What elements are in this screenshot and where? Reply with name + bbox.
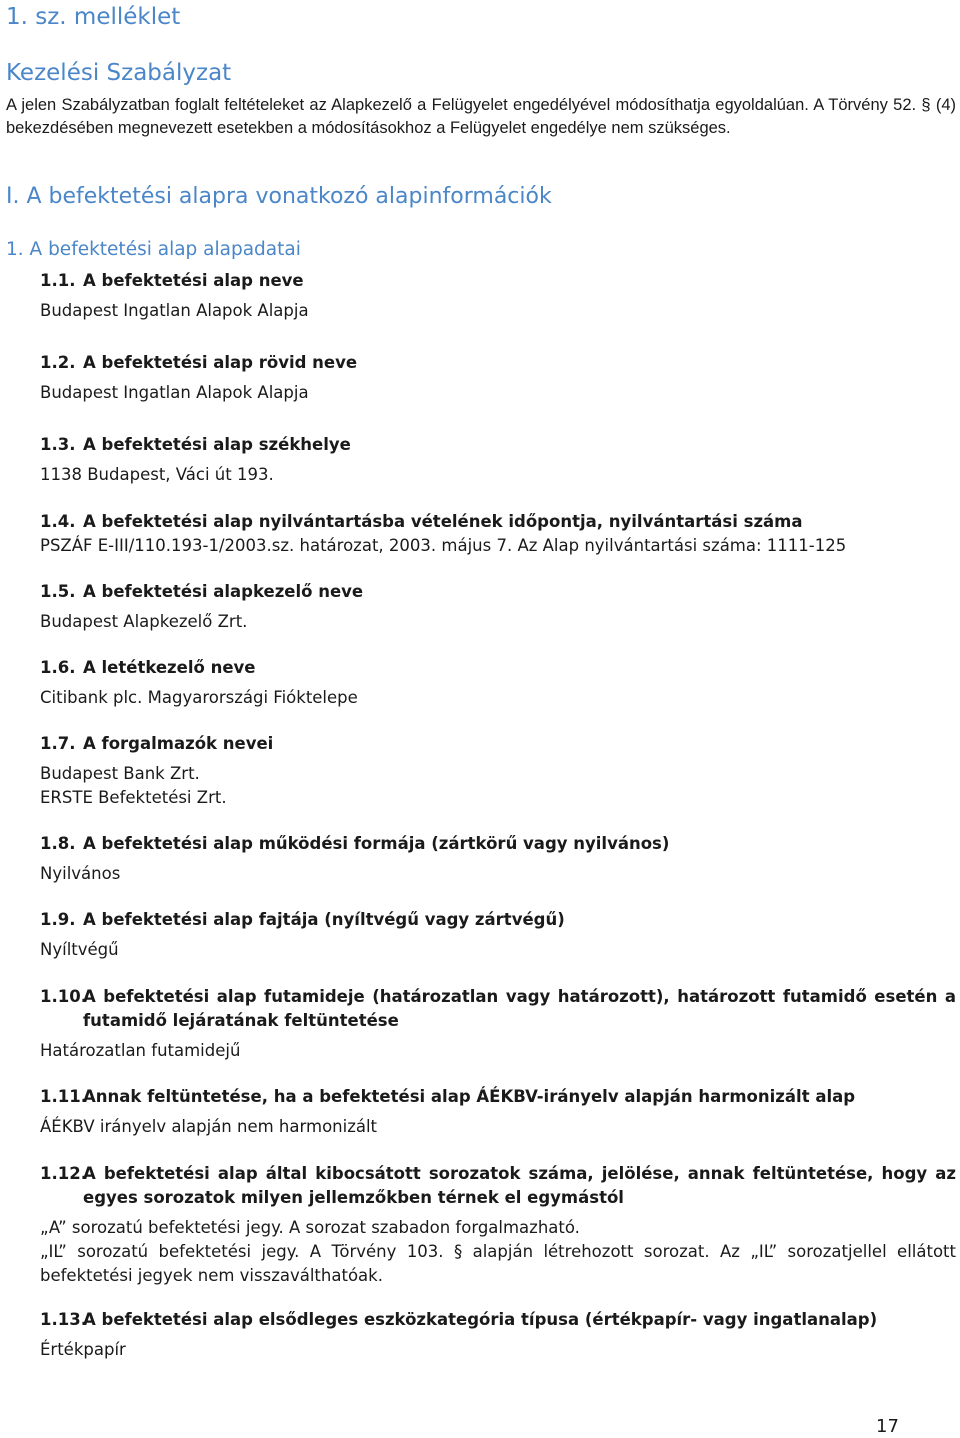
subsection-1-11 [40,1085,956,1139]
subsection-1-3 [40,433,956,487]
subsection-value: 1138 Budapest, Váci út 193. [40,465,274,484]
subsection-heading: A befektetési alap által kibocsátott sorozatok száma, jelölése, annak feltüntetése, hogy az egyes sorozatok milyen jellemzőkben térnek el egymástól [83,1164,956,1207]
subsection-heading: Annak feltüntetése, ha a befektetési alap ÁÉKBV-irányelv alapján harmonizált alap [83,1087,856,1106]
subsection-1-9 [40,908,956,962]
subsection-number: 1.1. [40,271,76,290]
subsection-1-8 [40,832,956,886]
subsection-value: Értékpapír [40,1340,126,1359]
subsection-value: ERSTE Befektetési Zrt. [40,788,227,807]
subsection-1-6 [40,656,956,710]
subsection-value: Budapest Bank Zrt. [40,764,200,783]
subsection-value: Citibank plc. Magyarországi Fióktelepe [40,688,358,707]
subsection-number: 1.2. [40,353,76,372]
subsection-number: 1.12. [40,1164,87,1183]
subsection-1-13 [40,1308,956,1362]
subsection-heading: A befektetési alap elsődleges eszközkategória típusa (értékpapír- vagy ingatlanalap) [83,1310,878,1329]
subsection-number: 1.4. [40,512,76,531]
subsection-1-4 [40,510,956,558]
subsection-heading: A befektetési alap nyilvántartásba vételének időpontja, nyilvántartási száma [83,512,803,531]
subsection-value: Budapest Ingatlan Alapok Alapja [40,383,309,402]
subsection-heading: A befektetési alap működési formája (zártkörű vagy nyilvános) [83,834,670,853]
subsection-heading: A befektetési alap rövid neve [83,353,358,372]
subsection-value: PSZÁF E-III/110.193-1/2003.sz. határozat, 2003. május 7. Az Alap nyilvántartási száma: 1111-125 [40,536,847,555]
subsection-number: 1.6. [40,658,76,677]
subsection-number: 1.3. [40,435,76,454]
subsection-heading: A forgalmazók nevei [83,734,274,753]
subsection-value: Határozatlan futamidejű [40,1041,241,1060]
subsection-number: 1.13. [40,1310,87,1329]
subsection-value: Budapest Ingatlan Alapok Alapja [40,301,309,320]
subsection-heading: A letétkezelő neve [83,658,256,677]
section-heading: 1. A befektetési alap alapadatai [6,239,301,260]
subsection-heading: A befektetési alap fajtája (nyíltvégű vagy zártvégű) [83,910,565,929]
subsection-number: 1.11. [40,1087,87,1106]
subsection-number: 1.5. [40,582,76,601]
subsection-value: Nyilvános [40,864,121,883]
intro-paragraph: A jelen Szabályzatban foglalt feltételeket az Alapkezelő a Felügyelet engedélyével módosíthatja egyoldalúan. A Törvény 52. § (4) bekezdésében megnevezett esetekben a módosításokhoz a Felügyelet engedélye nem szükséges. [6,96,956,137]
subsection-number: 1.8. [40,834,76,853]
page-number: 17 [876,1416,899,1437]
subsection-value: Budapest Alapkezelő Zrt. [40,612,248,631]
subsection-1-2 [40,351,956,405]
subsection-1-5 [40,580,956,634]
subsection-heading: A befektetési alap futamideje (határozatlan vagy határozott), határozott futamidő esetén a futamidő lejáratának feltüntetése [83,987,956,1030]
subsection-1-1 [40,269,956,323]
subsection-value: „IL” sorozatú befektetési jegy. A Törvény 103. § alapján létrehozott sorozat. Az „IL” sorozatjellel ellátott befektetési jegyek nem visszaválthatóak. [40,1242,956,1285]
subsection-value: Nyíltvégű [40,940,119,959]
subsection-number: 1.7. [40,734,76,753]
subsection-1-7 [40,732,956,810]
subsection-1-12 [40,1162,956,1288]
subsection-value: „A” sorozatú befektetési jegy. A sorozat szabadon forgalmazható. [40,1218,580,1237]
annex-label: 1. sz. melléklet [6,4,181,30]
chapter-heading: I. A befektetési alapra vonatkozó alapinformációk [6,184,552,209]
subsection-heading: A befektetési alapkezelő neve [83,582,364,601]
subsection-value: ÁÉKBV irányelv alapján nem harmonizált [40,1117,378,1136]
subsection-heading: A befektetési alap neve [83,271,304,290]
subsection-number: 1.10. [40,987,87,1006]
document-title: Kezelési Szabályzat [6,60,232,86]
subsection-number: 1.9. [40,910,76,929]
subsection-1-10 [40,985,956,1063]
subsection-heading: A befektetési alap székhelye [83,435,351,454]
